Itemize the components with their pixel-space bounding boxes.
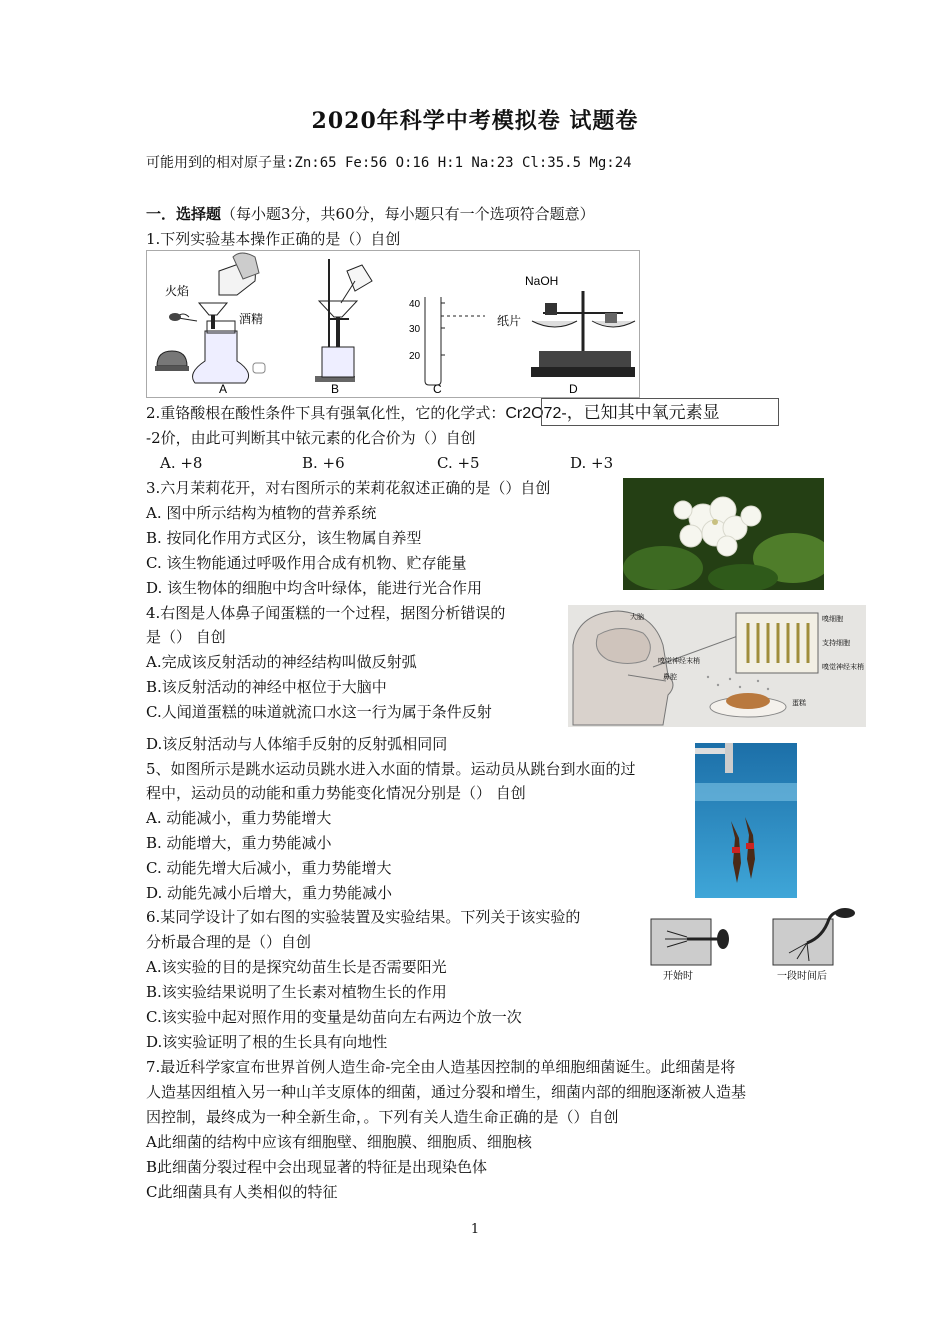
q2-option-c: C. +5 (437, 454, 480, 472)
q6-option-c: C.该实验中起对照作用的变量是幼苗向左右两边个放一次 (146, 1008, 522, 1026)
q7-option-b: B此细菌分裂过程中会出现显著的特征是出现染色体 (146, 1158, 488, 1176)
q4-option-b: B.该反射活动的神经中枢位于大脑中 (146, 678, 387, 696)
q5-option-a: A. 动能减小，重力势能增大 (146, 809, 332, 827)
fig-label-a: A (219, 382, 228, 396)
fig-label-c: C (433, 382, 442, 396)
nose-brain-drawing (568, 605, 866, 727)
divers-drawing (695, 743, 797, 898)
fig-label-naoh: NaOH (525, 274, 559, 288)
page-number: 1 (470, 1222, 480, 1237)
question-5-line-1: 5、如图所示是跳水运动员跳水进入水面的情景。运动员从跳台到水面的过 (146, 760, 636, 778)
q4-fig-receptor: 嗅觉神经末梢 (658, 657, 700, 665)
question-2-line-2: -2价，由此可判断其中铱元素的化合价为（）自创 (146, 429, 476, 447)
question-6-line-1: 6.某同学设计了如右图的实验装置及实验结果。下列关于该实验的 (146, 908, 581, 926)
fig-label-d: D (569, 382, 578, 396)
question-3-stem: 3.六月茉莉花开，对右图所示的茉莉花叙述正确的是（）自创 (146, 479, 551, 497)
q2-option-b: B. +6 (302, 454, 345, 472)
fig-label-paper: 纸片 (497, 314, 522, 328)
question-7-line-2: 人造基因组植入另一种山羊支原体的细菌，通过分裂和增生，细菌内部的细胞逐渐被人造基 (146, 1083, 747, 1101)
fig-label-b: B (331, 382, 340, 396)
q6-option-b: B.该实验结果说明了生长素对植物生长的作用 (146, 983, 447, 1001)
question-1-stem: 1.下列实验基本操作正确的是（）自创 (146, 230, 401, 248)
section-title: 一．选择题 (146, 205, 222, 223)
q4-fig-brain: 大脑 (630, 613, 644, 621)
fig-label-alcohol: 酒精 (239, 312, 264, 326)
q4-fig-cell2: 支持细胞 (822, 639, 850, 647)
jasmine-flower-drawing (623, 478, 824, 590)
question-4-line-1: 4.右图是人体鼻子闻蛋糕的一个过程，据图分析错误的 (146, 604, 506, 622)
q3-option-a: A. 图中所示结构为植物的营养系统 (146, 504, 377, 522)
question-5-line-2: 程中，运动员的动能和重力势能变化情况分别是（） 自创 (146, 784, 526, 802)
q6-option-d: D.该实验证明了根的生长具有向地性 (146, 1033, 388, 1051)
seedling-experiment-drawing (647, 907, 855, 982)
q4-fig-cell3: 嗅觉神经末梢 (822, 663, 864, 671)
q2-stem-a: 2.重铬酸根在酸性条件下具有强氧化性，它的化学式： (146, 404, 506, 422)
q4-fig-cake: 蛋糕 (792, 699, 806, 707)
q2-option-d: D. +3 (570, 454, 614, 472)
q4-fig-cell1: 嗅细胞 (822, 615, 843, 623)
q1-lab-figure (146, 250, 640, 398)
atomic-masses-line: 可能用到的相对原子量:Zn:65 Fe:56 O:16 H:1 Na:23 Cl:35.5 Mg:24 (146, 155, 632, 171)
q4-smell-diagram (568, 605, 866, 727)
question-7-line-3: 因控制，最终成为一种全新生命，。下列有关人造生命正确的是（）自创 (146, 1108, 619, 1126)
q6-seedling-figure (647, 907, 855, 982)
q6-fig-later: 一段时间后 (777, 971, 827, 982)
section-note: （每小题3分，共60分，每小题只有一个选项符合题意） (221, 205, 595, 223)
q3-option-c: C. 该生物能通过呼吸作用合成有机物、贮存能量 (146, 554, 467, 572)
q4-option-c: C.人闻道蛋糕的味道就流口水这一行为属于条件反射 (146, 703, 492, 721)
q5-option-b: B. 动能增大，重力势能减小 (146, 834, 332, 852)
q3-option-b: B. 按同化作用方式区分，该生物属自养型 (146, 529, 422, 547)
page-title: 2020年科学中考模拟卷 试题卷 (311, 108, 639, 134)
q4-option-d: D.该反射活动与人体缩手反射的反射弧相同同 (146, 735, 448, 753)
q5-option-d: D. 动能先减小后增大，重力势能减小 (146, 884, 393, 902)
q5-option-c: C. 动能先增大后减小，重力势能增大 (146, 859, 392, 877)
scale-30: 30 (409, 324, 421, 335)
question-7-line-1: 7.最近科学家宣布世界首例人造生命-完全由人造基因控制的单细胞细菌诞生。此细菌是将 (146, 1058, 736, 1076)
q5-diving-photo (695, 743, 797, 898)
q7-option-a: A此细菌的结构中应该有细胞壁、细胞膜、细胞质、细胞核 (146, 1133, 532, 1151)
q4-option-a: A.完成该反射活动的神经结构叫做反射弧 (146, 653, 417, 671)
q2-option-a: A. +8 (160, 454, 203, 472)
q1-apparatus-drawing (147, 251, 639, 397)
fig-label-fire: 火焰 (165, 284, 190, 298)
q3-option-d: D. 该生物体的细胞中均含叶绿体，能进行光合作用 (146, 579, 483, 597)
scale-20: 20 (409, 351, 421, 362)
scale-40: 40 (409, 299, 421, 310)
section-heading (146, 204, 595, 224)
q2-pasted-box (541, 398, 779, 426)
q3-jasmine-photo (623, 478, 824, 590)
question-6-line-2: 分析最合理的是（）自创 (146, 933, 312, 951)
q6-option-a: A.该实验的目的是探究幼苗生长是否需要阳光 (146, 958, 447, 976)
question-4-line-2: 是（） 自创 (146, 628, 226, 646)
q2-stem-b: ，已知其中氧元素显 (566, 403, 720, 423)
q7-option-c: C此细菌具有人类相似的特征 (146, 1183, 338, 1201)
q4-fig-nasal: 鼻腔 (663, 673, 677, 681)
q6-fig-start: 开始时 (663, 971, 693, 982)
q2-formula: Cr2O72- (505, 405, 567, 422)
